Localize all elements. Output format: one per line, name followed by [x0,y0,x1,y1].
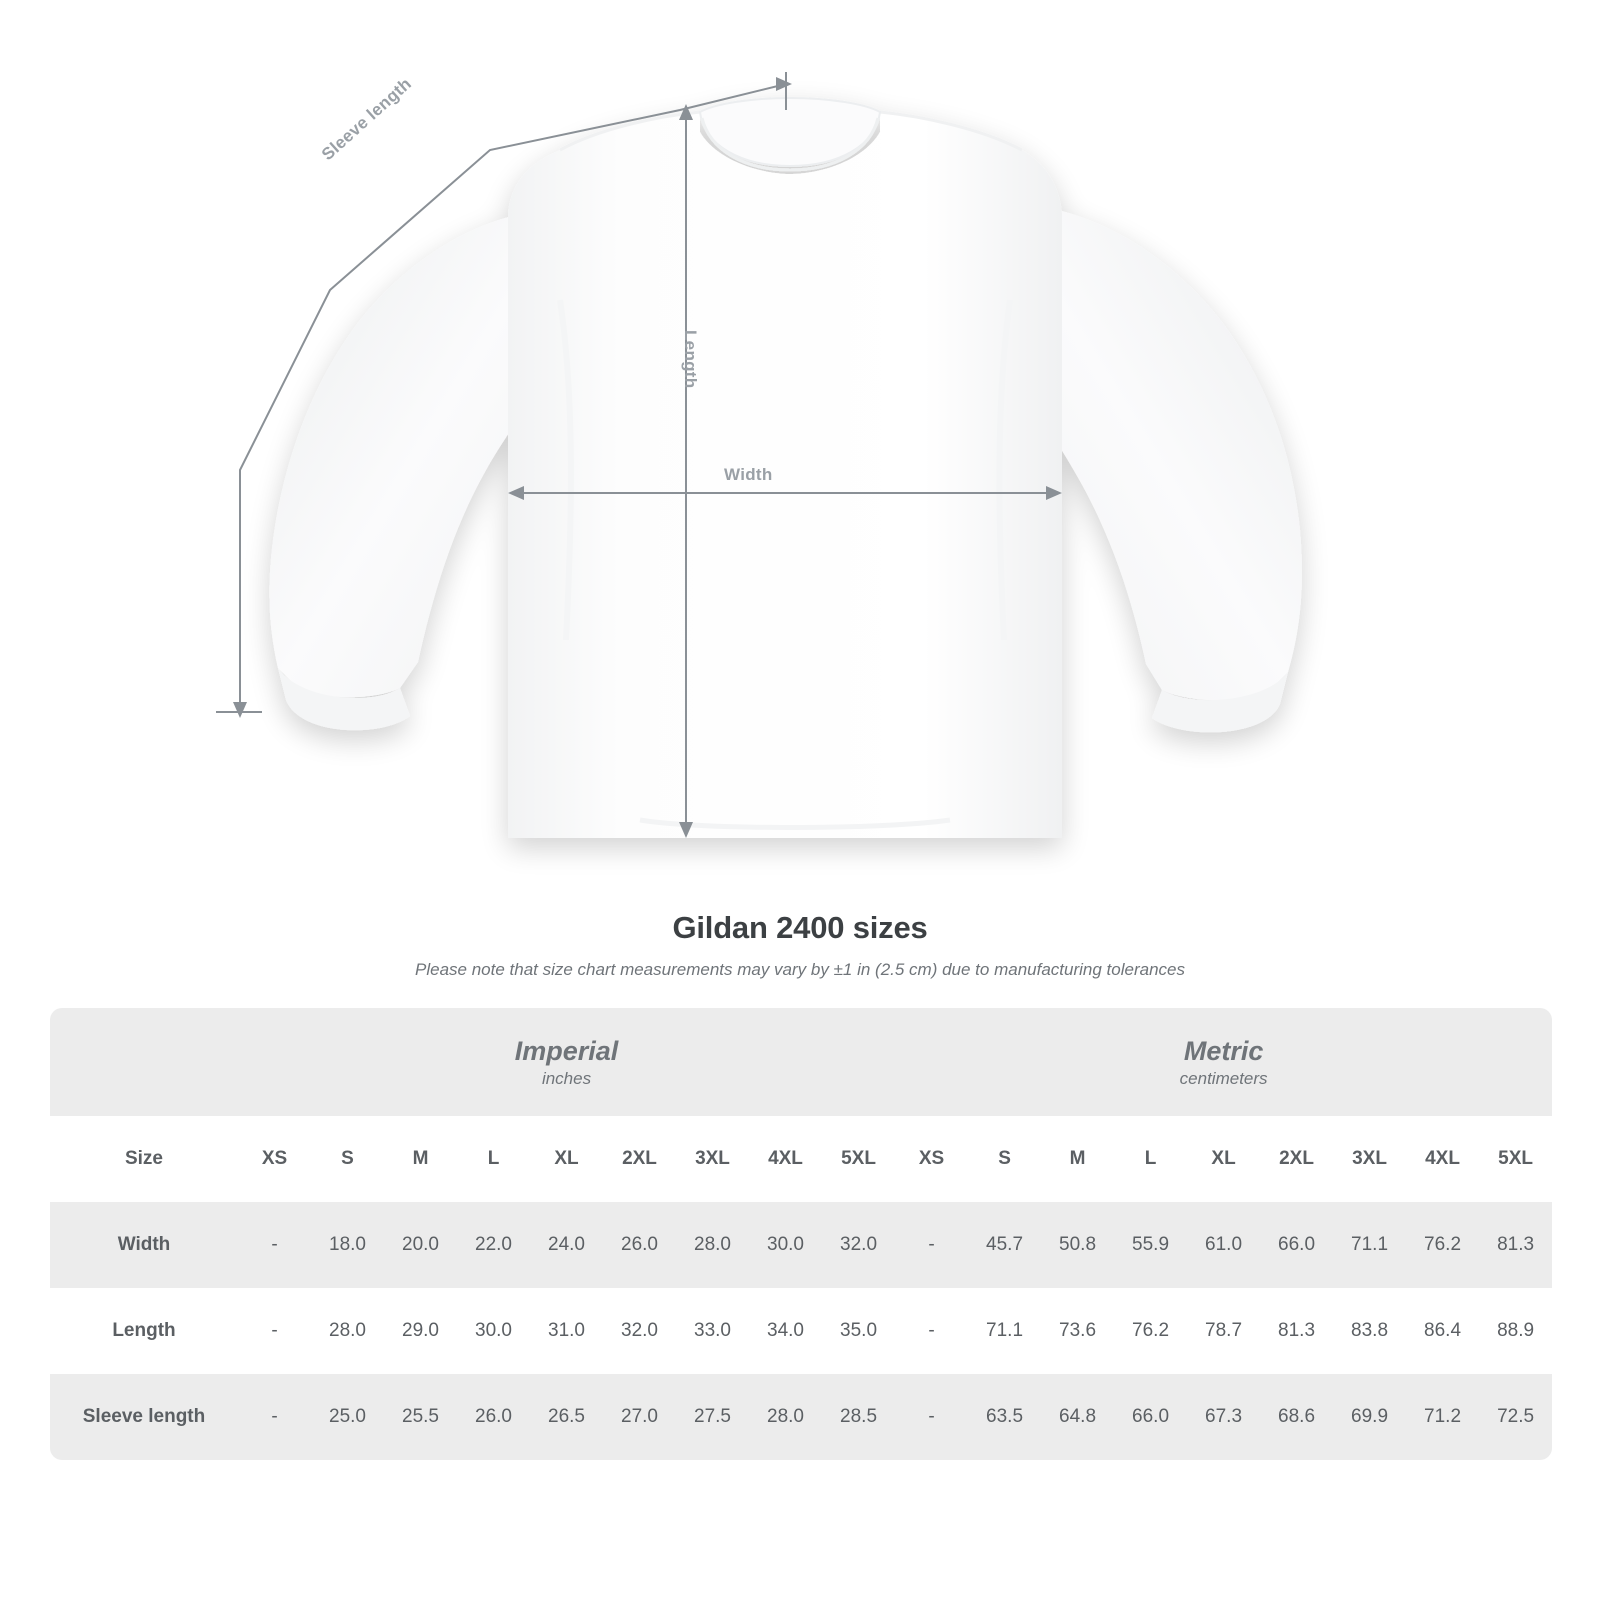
size-header-row [50,1116,1552,1202]
width-label: Width [724,465,773,484]
cell-width-imperial-l: 22.0 [457,1202,530,1288]
cell-sleeve-imperial-l: 26.0 [457,1374,530,1460]
cell-sleeve-imperial-s: 25.0 [311,1374,384,1460]
size-col-metric-5xl: 5XL [1479,1116,1552,1202]
unit-header-metric [895,1008,1552,1116]
cell-length-metric-l: 76.2 [1114,1288,1187,1374]
size-col-metric-2xl: 2XL [1260,1116,1333,1202]
cell-width-metric-2xl: 66.0 [1260,1202,1333,1288]
cell-sleeve-imperial-2xl: 27.0 [603,1374,676,1460]
table-row [50,1288,1552,1374]
cell-sleeve-metric-2xl: 68.6 [1260,1374,1333,1460]
cell-length-metric-s: 71.1 [968,1288,1041,1374]
cell-width-imperial-5xl: 32.0 [822,1202,895,1288]
unit-sub-imperial: inches [541,1068,592,1088]
cell-width-imperial-xl: 24.0 [530,1202,603,1288]
cell-length-metric-4xl: 86.4 [1406,1288,1479,1374]
size-col-imperial-3xl: 3XL [676,1116,749,1202]
sleeve-length-label: Sleeve length [318,74,416,165]
row-label-sleeve-length: Sleeve length [50,1374,238,1460]
size-col-imperial-l: L [457,1116,530,1202]
cell-sleeve-metric-xs: - [895,1374,968,1460]
cell-width-metric-xl: 61.0 [1187,1202,1260,1288]
size-col-metric-4xl: 4XL [1406,1116,1479,1202]
cell-sleeve-imperial-xs: - [238,1374,311,1460]
page-title: Gildan 2400 sizes [672,910,928,945]
row-label-width: Width [50,1202,238,1288]
unit-name-imperial: Imperial [514,1036,619,1067]
cell-length-metric-5xl: 88.9 [1479,1288,1552,1374]
size-col-imperial-5xl: 5XL [822,1116,895,1202]
cell-length-metric-xs: - [895,1288,968,1374]
cell-length-metric-2xl: 81.3 [1260,1288,1333,1374]
cell-width-metric-s: 45.7 [968,1202,1041,1288]
cell-sleeve-imperial-4xl: 28.0 [749,1374,822,1460]
cell-length-imperial-4xl: 34.0 [749,1288,822,1374]
size-col-metric-xl: XL [1187,1116,1260,1202]
cell-width-metric-3xl: 71.1 [1333,1202,1406,1288]
cell-length-imperial-s: 28.0 [311,1288,384,1374]
size-col-imperial-4xl: 4XL [749,1116,822,1202]
tolerance-note: Please note that size chart measurements may vary by ±1 in (2.5 cm) due to manufacturing tolerances [415,960,1185,979]
size-col-metric-m: M [1041,1116,1114,1202]
cell-length-imperial-m: 29.0 [384,1288,457,1374]
cell-width-imperial-2xl: 26.0 [603,1202,676,1288]
cell-sleeve-metric-l: 66.0 [1114,1374,1187,1460]
cell-sleeve-imperial-5xl: 28.5 [822,1374,895,1460]
tshirt-shape [269,98,1301,838]
size-col-imperial-2xl: 2XL [603,1116,676,1202]
cell-width-metric-4xl: 76.2 [1406,1202,1479,1288]
cell-length-imperial-xs: - [238,1288,311,1374]
size-col-metric-l: L [1114,1116,1187,1202]
row-label-length: Length [50,1288,238,1374]
cell-sleeve-imperial-m: 25.5 [384,1374,457,1460]
cell-length-imperial-3xl: 33.0 [676,1288,749,1374]
size-col-metric-xs: XS [895,1116,968,1202]
unit-sub-metric: centimeters [1179,1068,1268,1088]
cell-width-imperial-xs: - [238,1202,311,1288]
unit-name-metric: Metric [1183,1036,1264,1067]
cell-sleeve-metric-3xl: 69.9 [1333,1374,1406,1460]
cell-length-metric-m: 73.6 [1041,1288,1114,1374]
size-chart-table [50,1008,1552,1460]
table-row [50,1202,1552,1288]
size-header-label: Size [50,1116,238,1202]
size-col-metric-s: S [968,1116,1041,1202]
cell-length-imperial-l: 30.0 [457,1288,530,1374]
cell-sleeve-metric-m: 64.8 [1041,1374,1114,1460]
cell-width-imperial-s: 18.0 [311,1202,384,1288]
cell-length-imperial-5xl: 35.0 [822,1288,895,1374]
length-label: Length [681,330,700,389]
size-col-imperial-m: M [384,1116,457,1202]
cell-width-metric-l: 55.9 [1114,1202,1187,1288]
cell-width-imperial-m: 20.0 [384,1202,457,1288]
unit-header-row [50,1008,1552,1116]
cell-width-metric-5xl: 81.3 [1479,1202,1552,1288]
size-col-imperial-s: S [311,1116,384,1202]
size-col-metric-3xl: 3XL [1333,1116,1406,1202]
cell-length-imperial-xl: 31.0 [530,1288,603,1374]
cell-sleeve-imperial-xl: 26.5 [530,1374,603,1460]
cell-length-metric-3xl: 83.8 [1333,1288,1406,1374]
cell-width-imperial-3xl: 28.0 [676,1202,749,1288]
cell-width-metric-xs: - [895,1202,968,1288]
size-chart-table-wrapper [50,1008,1550,1460]
cell-length-imperial-2xl: 32.0 [603,1288,676,1374]
table-row [50,1374,1552,1460]
unit-header-imperial [238,1008,895,1116]
cell-sleeve-imperial-3xl: 27.5 [676,1374,749,1460]
cell-sleeve-metric-s: 63.5 [968,1374,1041,1460]
title-block [0,910,1600,980]
cell-sleeve-metric-4xl: 71.2 [1406,1374,1479,1460]
cell-width-metric-m: 50.8 [1041,1202,1114,1288]
cell-length-metric-xl: 78.7 [1187,1288,1260,1374]
size-col-imperial-xl: XL [530,1116,603,1202]
cell-sleeve-metric-xl: 67.3 [1187,1374,1260,1460]
unit-header-spacer [50,1008,238,1116]
cell-width-imperial-4xl: 30.0 [749,1202,822,1288]
size-col-imperial-xs: XS [238,1116,311,1202]
cell-sleeve-metric-5xl: 72.5 [1479,1374,1552,1460]
